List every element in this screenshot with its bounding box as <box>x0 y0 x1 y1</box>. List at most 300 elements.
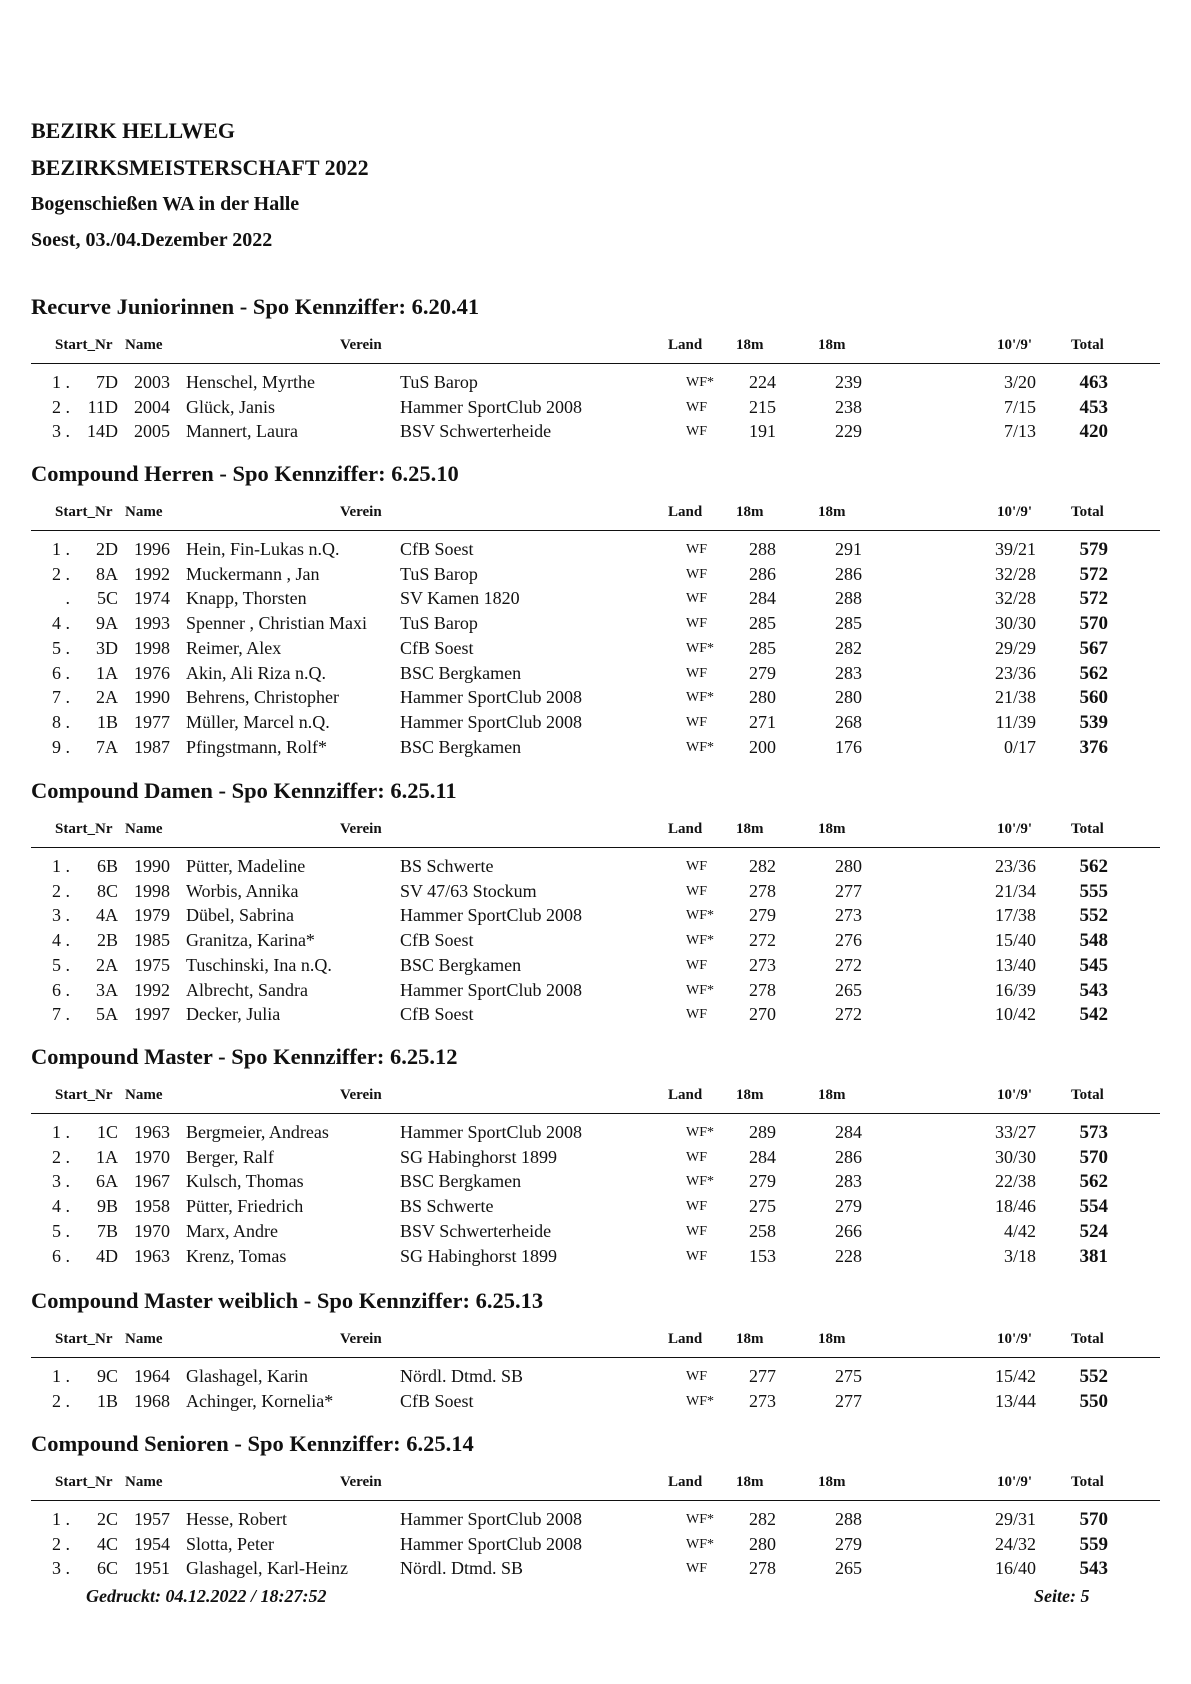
col-total-header: Total <box>1071 1331 1104 1347</box>
tens-nines: 22/38 <box>994 1171 1036 1192</box>
table-row <box>0 613 1191 637</box>
tens-nines: 18/46 <box>994 1196 1036 1217</box>
score-round-2: 286 <box>835 1146 862 1167</box>
column-header-row <box>0 504 1191 524</box>
table-row <box>0 737 1191 761</box>
tens-nines: 29/31 <box>994 1509 1036 1529</box>
score-round-2: 284 <box>835 1122 862 1142</box>
athlete-name: Glashagel, Karin <box>186 1366 308 1386</box>
total-score: 572 <box>1079 563 1108 585</box>
region: WF* <box>686 739 714 755</box>
rank: 2 . <box>52 1390 70 1411</box>
region: WF <box>686 957 707 973</box>
birth-year: 1957 <box>134 1509 170 1529</box>
total-score: 552 <box>1079 905 1108 927</box>
athlete-name: Spenner , Christian Maxi <box>186 613 367 634</box>
total-score: 562 <box>1079 662 1108 684</box>
athlete-name: Kulsch, Thomas <box>186 1171 304 1192</box>
club: BSV Schwerterheide <box>400 421 552 442</box>
table-row <box>0 856 1191 880</box>
start-nr: 5A <box>96 1004 118 1025</box>
region: WF <box>686 883 707 899</box>
start-nr: 6B <box>96 856 118 876</box>
col-total-header: Total <box>1071 1474 1104 1490</box>
col-dist1-header: 18m <box>736 1331 764 1347</box>
region: WF <box>686 616 707 632</box>
start-nr: 2B <box>96 930 118 951</box>
athlete-name: Knapp, Thorsten <box>186 588 307 609</box>
athlete-name: Mannert, Laura <box>186 421 298 442</box>
table-row <box>0 1196 1191 1220</box>
athlete-name: Berger, Ralf <box>186 1146 274 1167</box>
tens-nines: 11/39 <box>995 711 1036 732</box>
start-nr: 2A <box>96 687 118 708</box>
tens-nines: 29/29 <box>994 637 1036 658</box>
tens-nines: 30/30 <box>994 613 1036 634</box>
score-round-2: 283 <box>835 1171 862 1192</box>
tens-nines: 15/42 <box>994 1366 1036 1386</box>
region: WF <box>686 424 707 440</box>
tens-nines: 30/30 <box>994 1146 1036 1167</box>
region: WF* <box>686 908 714 924</box>
col-total-header: Total <box>1071 1087 1104 1103</box>
club: SG Habinghorst 1899 <box>400 1146 557 1167</box>
score-round-1: 224 <box>749 372 776 392</box>
birth-year: 1992 <box>134 563 170 584</box>
rank: 2 . <box>52 880 70 901</box>
table-row <box>0 1558 1191 1582</box>
col-name-header: Name <box>125 1474 163 1490</box>
club: Hammer SportClub 2008 <box>400 711 582 732</box>
score-round-1: 282 <box>749 856 776 876</box>
table-row <box>0 955 1191 979</box>
table-row <box>0 663 1191 687</box>
col-start-nr-header: Start_Nr <box>55 1087 113 1103</box>
table-row <box>0 638 1191 662</box>
col-dist1-header: 18m <box>736 504 764 520</box>
tens-nines: 7/15 <box>1003 396 1036 417</box>
start-nr: 1B <box>96 711 118 732</box>
region: WF* <box>686 982 714 998</box>
region: WF* <box>686 1393 714 1409</box>
birth-year: 1958 <box>134 1196 170 1217</box>
athlete-name: Krenz, Tomas <box>186 1245 287 1266</box>
col-land-header: Land <box>668 1331 703 1347</box>
club: Hammer SportClub 2008 <box>400 979 582 1000</box>
birth-year: 1970 <box>134 1220 170 1241</box>
score-round-1: 286 <box>749 563 776 584</box>
region: WF <box>686 1007 707 1023</box>
region: WF <box>686 1149 707 1165</box>
col-verein-header: Verein <box>340 1474 382 1490</box>
column-header-row <box>0 1474 1191 1494</box>
total-score: 555 <box>1079 880 1108 902</box>
birth-year: 1963 <box>134 1245 170 1266</box>
region: WF* <box>686 933 714 949</box>
total-score: 453 <box>1079 396 1108 418</box>
athlete-name: Hesse, Robert <box>186 1509 287 1529</box>
birth-year: 1985 <box>134 930 170 951</box>
score-round-1: 258 <box>749 1220 776 1241</box>
score-round-2: 266 <box>835 1220 862 1241</box>
column-header-row <box>0 1331 1191 1351</box>
rank: 1 . <box>52 372 70 392</box>
tens-nines: 16/39 <box>994 979 1036 1000</box>
col-name-header: Name <box>125 504 163 520</box>
athlete-name: Pfingstmann, Rolf* <box>186 736 328 757</box>
col-tens-nines-header: 10'/9' <box>997 1474 1033 1490</box>
col-start-nr-header: Start_Nr <box>55 504 113 520</box>
table-row <box>0 1391 1191 1415</box>
section-title: Compound Damen - Spo Kennziffer: 6.25.11 <box>31 778 457 803</box>
score-round-2: 272 <box>835 954 862 975</box>
start-nr: 4C <box>96 1533 118 1554</box>
col-total-header: Total <box>1071 504 1104 520</box>
score-round-2: 280 <box>835 856 862 876</box>
rank: 1 . <box>52 539 70 559</box>
rank: 3 . <box>52 421 70 442</box>
total-score: 548 <box>1079 930 1108 952</box>
tens-nines: 32/28 <box>994 563 1036 584</box>
rank: 4 . <box>52 613 70 634</box>
table-row <box>0 1171 1191 1195</box>
birth-year: 1974 <box>134 588 170 609</box>
discipline-subtitle: Bogenschießen WA in der Halle <box>31 193 300 215</box>
club: BS Schwerte <box>400 856 494 876</box>
col-dist1-header: 18m <box>736 821 764 837</box>
athlete-name: Reimer, Alex <box>186 637 282 658</box>
table-row <box>0 421 1191 445</box>
header-rule <box>31 530 1160 531</box>
start-nr: 1C <box>96 1122 118 1142</box>
total-score: 559 <box>1079 1533 1108 1555</box>
birth-year: 1977 <box>134 711 170 732</box>
start-nr: 2A <box>96 954 118 975</box>
table-row <box>0 980 1191 1004</box>
start-nr: 9C <box>96 1366 118 1386</box>
rank: 6 . <box>52 1245 70 1266</box>
section-title: Compound Senioren - Spo Kennziffer: 6.25.14 <box>31 1431 474 1456</box>
tens-nines: 7/13 <box>1003 421 1036 442</box>
start-nr: 14D <box>87 421 118 442</box>
club: TuS Barop <box>400 613 478 634</box>
athlete-name: Marx, Andre <box>186 1220 278 1241</box>
table-row <box>0 1509 1191 1533</box>
tens-nines: 0/17 <box>1003 736 1036 757</box>
col-total-header: Total <box>1071 337 1104 353</box>
score-round-1: 279 <box>749 905 776 926</box>
score-round-1: 285 <box>749 637 776 658</box>
athlete-name: Decker, Julia <box>186 1004 281 1025</box>
rank: 2 . <box>52 1533 70 1554</box>
club: Hammer SportClub 2008 <box>400 687 582 708</box>
rank: 3 . <box>52 1558 70 1579</box>
athlete-name: Pütter, Friedrich <box>186 1196 304 1217</box>
birth-year: 2003 <box>134 372 170 392</box>
athlete-name: Worbis, Annika <box>186 880 299 901</box>
col-dist1-header: 18m <box>736 1474 764 1490</box>
col-start-nr-header: Start_Nr <box>55 1331 113 1347</box>
score-round-2: 265 <box>835 1558 862 1579</box>
score-round-1: 278 <box>749 979 776 1000</box>
table-row <box>0 712 1191 736</box>
athlete-name: Glück, Janis <box>186 396 275 417</box>
club: SV Kamen 1820 <box>400 588 520 609</box>
total-score: 550 <box>1079 1390 1108 1412</box>
region: WF <box>686 1369 707 1384</box>
athlete-name: Achinger, Kornelia* <box>186 1390 334 1411</box>
col-start-nr-header: Start_Nr <box>55 337 113 353</box>
athlete-name: Behrens, Christopher <box>186 687 339 708</box>
score-round-2: 238 <box>835 396 862 417</box>
club: Hammer SportClub 2008 <box>400 396 582 417</box>
col-verein-header: Verein <box>340 821 382 837</box>
start-nr: 4D <box>96 1245 118 1266</box>
total-score: 420 <box>1079 421 1108 443</box>
tens-nines: 3/20 <box>1003 372 1036 392</box>
region: WF <box>686 1561 707 1577</box>
score-round-1: 284 <box>749 1146 776 1167</box>
score-round-2: 283 <box>835 662 862 683</box>
region: WF <box>686 399 707 415</box>
score-round-2: 279 <box>835 1533 862 1554</box>
total-score: 567 <box>1079 637 1108 659</box>
rank: 9 . <box>52 736 70 757</box>
birth-year: 1990 <box>134 856 170 876</box>
total-score: 579 <box>1079 539 1108 560</box>
col-name-header: Name <box>125 821 163 837</box>
col-start-nr-header: Start_Nr <box>55 1474 113 1490</box>
table-row <box>0 1122 1191 1146</box>
rank: 8 . <box>52 711 70 732</box>
club: CfB Soest <box>400 637 474 658</box>
table-row <box>0 397 1191 421</box>
club: Nördl. Dtmd. SB <box>400 1558 524 1579</box>
birth-year: 1954 <box>134 1533 170 1554</box>
club: SG Habinghorst 1899 <box>400 1245 557 1266</box>
score-round-1: 273 <box>749 1390 776 1411</box>
table-row <box>0 905 1191 929</box>
table-row <box>0 1221 1191 1245</box>
score-round-1: 280 <box>749 687 776 708</box>
score-round-1: 279 <box>749 662 776 683</box>
col-land-header: Land <box>668 504 703 520</box>
score-round-1: 284 <box>749 588 776 609</box>
athlete-name: Slotta, Peter <box>186 1533 274 1554</box>
score-round-1: 200 <box>749 736 776 757</box>
score-round-1: 282 <box>749 1509 776 1529</box>
birth-year: 1951 <box>134 1558 170 1579</box>
total-score: 562 <box>1079 1171 1108 1193</box>
total-score: 542 <box>1079 1004 1108 1026</box>
rank: 4 . <box>52 1196 70 1217</box>
score-round-2: 275 <box>835 1366 862 1386</box>
col-dist1-header: 18m <box>736 1087 764 1103</box>
score-round-1: 275 <box>749 1196 776 1217</box>
rank: 7 . <box>52 1004 70 1025</box>
rank: 3 . <box>52 905 70 926</box>
athlete-name: Müller, Marcel n.Q. <box>186 711 330 732</box>
athlete-name: Henschel, Myrthe <box>186 372 315 392</box>
section-title: Compound Master - Spo Kennziffer: 6.25.12 <box>31 1044 458 1069</box>
start-nr: 11D <box>87 396 118 417</box>
table-row <box>0 1004 1191 1028</box>
start-nr: 7B <box>96 1220 118 1241</box>
region: WF <box>686 1248 707 1264</box>
table-row <box>0 1534 1191 1558</box>
club: Hammer SportClub 2008 <box>400 1533 582 1554</box>
col-land-header: Land <box>668 337 703 353</box>
col-verein-header: Verein <box>340 1087 382 1103</box>
region: WF <box>686 566 707 582</box>
start-nr: 4A <box>96 905 118 926</box>
score-round-2: 279 <box>835 1196 862 1217</box>
header-rule <box>31 1500 1160 1501</box>
start-nr: 9A <box>96 613 118 634</box>
score-round-1: 278 <box>749 1558 776 1579</box>
district-title: BEZIRK HELLWEG <box>31 118 235 143</box>
start-nr: 7D <box>96 372 118 392</box>
birth-year: 1976 <box>134 662 170 683</box>
table-row <box>0 687 1191 711</box>
rank: 1 . <box>52 1122 70 1142</box>
col-dist2-header: 18m <box>818 504 846 520</box>
col-tens-nines-header: 10'/9' <box>997 1331 1033 1347</box>
start-nr: 5C <box>96 588 118 609</box>
tens-nines: 24/32 <box>994 1533 1036 1554</box>
col-land-header: Land <box>668 1474 703 1490</box>
score-round-2: 282 <box>835 637 862 658</box>
championship-title: BEZIRKSMEISTERSCHAFT 2022 <box>31 155 369 180</box>
club: TuS Barop <box>400 372 478 392</box>
total-score: 552 <box>1079 1366 1108 1387</box>
section-title: Compound Master weiblich - Spo Kennziffer: 6.25.13 <box>31 1288 544 1313</box>
total-score: 543 <box>1079 1558 1108 1580</box>
rank: 7 . <box>52 687 70 708</box>
rank: . <box>65 588 70 609</box>
start-nr: 1B <box>96 1390 118 1411</box>
score-round-1: 270 <box>749 1004 776 1025</box>
birth-year: 1998 <box>134 880 170 901</box>
start-nr: 6C <box>96 1558 118 1579</box>
score-round-2: 265 <box>835 979 862 1000</box>
tens-nines: 23/36 <box>994 662 1036 683</box>
start-nr: 6A <box>96 1171 118 1192</box>
birth-year: 1992 <box>134 979 170 1000</box>
table-row <box>0 588 1191 612</box>
start-nr: 1A <box>96 1146 118 1167</box>
rank: 5 . <box>52 954 70 975</box>
rank: 1 . <box>52 1509 70 1529</box>
club: Hammer SportClub 2008 <box>400 1122 582 1142</box>
region: WF* <box>686 375 714 390</box>
club: Hammer SportClub 2008 <box>400 905 582 926</box>
header-rule <box>31 1357 1160 1358</box>
col-land-header: Land <box>668 1087 703 1103</box>
rank: 3 . <box>52 1171 70 1192</box>
club: Hammer SportClub 2008 <box>400 1509 582 1529</box>
total-score: 562 <box>1079 856 1108 877</box>
tens-nines: 10/42 <box>994 1004 1036 1025</box>
score-round-2: 228 <box>835 1245 862 1266</box>
birth-year: 1990 <box>134 687 170 708</box>
club: BSV Schwerterheide <box>400 1220 552 1241</box>
total-score: 381 <box>1079 1245 1108 1267</box>
club: CfB Soest <box>400 1390 474 1411</box>
club: BS Schwerte <box>400 1196 494 1217</box>
region: WF* <box>686 640 714 656</box>
col-tens-nines-header: 10'/9' <box>997 1087 1033 1103</box>
start-nr: 2D <box>96 539 118 559</box>
rank: 5 . <box>52 637 70 658</box>
club: Nördl. Dtmd. SB <box>400 1366 524 1386</box>
tens-nines: 16/40 <box>994 1558 1036 1579</box>
total-score: 463 <box>1079 372 1108 393</box>
athlete-name: Granitza, Karina* <box>186 930 315 951</box>
athlete-name: Hein, Fin-Lukas n.Q. <box>186 539 340 559</box>
score-round-2: 277 <box>835 1390 862 1411</box>
score-round-2: 229 <box>835 421 862 442</box>
table-row <box>0 1246 1191 1270</box>
club: SV 47/63 Stockum <box>400 880 537 901</box>
header-rule <box>31 363 1160 364</box>
region: WF* <box>686 1536 714 1552</box>
tens-nines: 17/38 <box>994 905 1036 926</box>
rank: 1 . <box>52 1366 70 1386</box>
region: WF <box>686 859 707 874</box>
birth-year: 1998 <box>134 637 170 658</box>
col-dist2-header: 18m <box>818 1331 846 1347</box>
score-round-1: 153 <box>749 1245 776 1266</box>
total-score: 554 <box>1079 1196 1108 1218</box>
tens-nines: 21/38 <box>994 687 1036 708</box>
table-row <box>0 1366 1191 1390</box>
rank: 4 . <box>52 930 70 951</box>
col-dist2-header: 18m <box>818 1474 846 1490</box>
score-round-1: 288 <box>749 539 776 559</box>
total-score: 570 <box>1079 1509 1108 1530</box>
club: BSC Bergkamen <box>400 662 522 683</box>
club: BSC Bergkamen <box>400 954 522 975</box>
col-verein-header: Verein <box>340 1331 382 1347</box>
total-score: 570 <box>1079 1146 1108 1168</box>
birth-year: 1975 <box>134 954 170 975</box>
club: CfB Soest <box>400 1004 474 1025</box>
table-row <box>0 372 1191 396</box>
total-score: 543 <box>1079 979 1108 1001</box>
table-row <box>0 930 1191 954</box>
athlete-name: Glashagel, Karl-Heinz <box>186 1558 348 1579</box>
club: CfB Soest <box>400 930 474 951</box>
birth-year: 1987 <box>134 736 170 757</box>
region: WF <box>686 1223 707 1239</box>
tens-nines: 32/28 <box>994 588 1036 609</box>
tens-nines: 21/34 <box>994 880 1036 901</box>
total-score: 573 <box>1079 1122 1108 1143</box>
score-round-2: 285 <box>835 613 862 634</box>
table-row <box>0 564 1191 588</box>
total-score: 376 <box>1079 736 1108 758</box>
region: WF* <box>686 1174 714 1190</box>
rank: 6 . <box>52 979 70 1000</box>
total-score: 570 <box>1079 613 1108 635</box>
start-nr: 9B <box>96 1196 118 1217</box>
score-round-1: 280 <box>749 1533 776 1554</box>
athlete-name: Muckermann , Jan <box>186 563 320 584</box>
tens-nines: 39/21 <box>994 539 1036 559</box>
region: WF <box>686 591 707 607</box>
region: WF <box>686 665 707 681</box>
